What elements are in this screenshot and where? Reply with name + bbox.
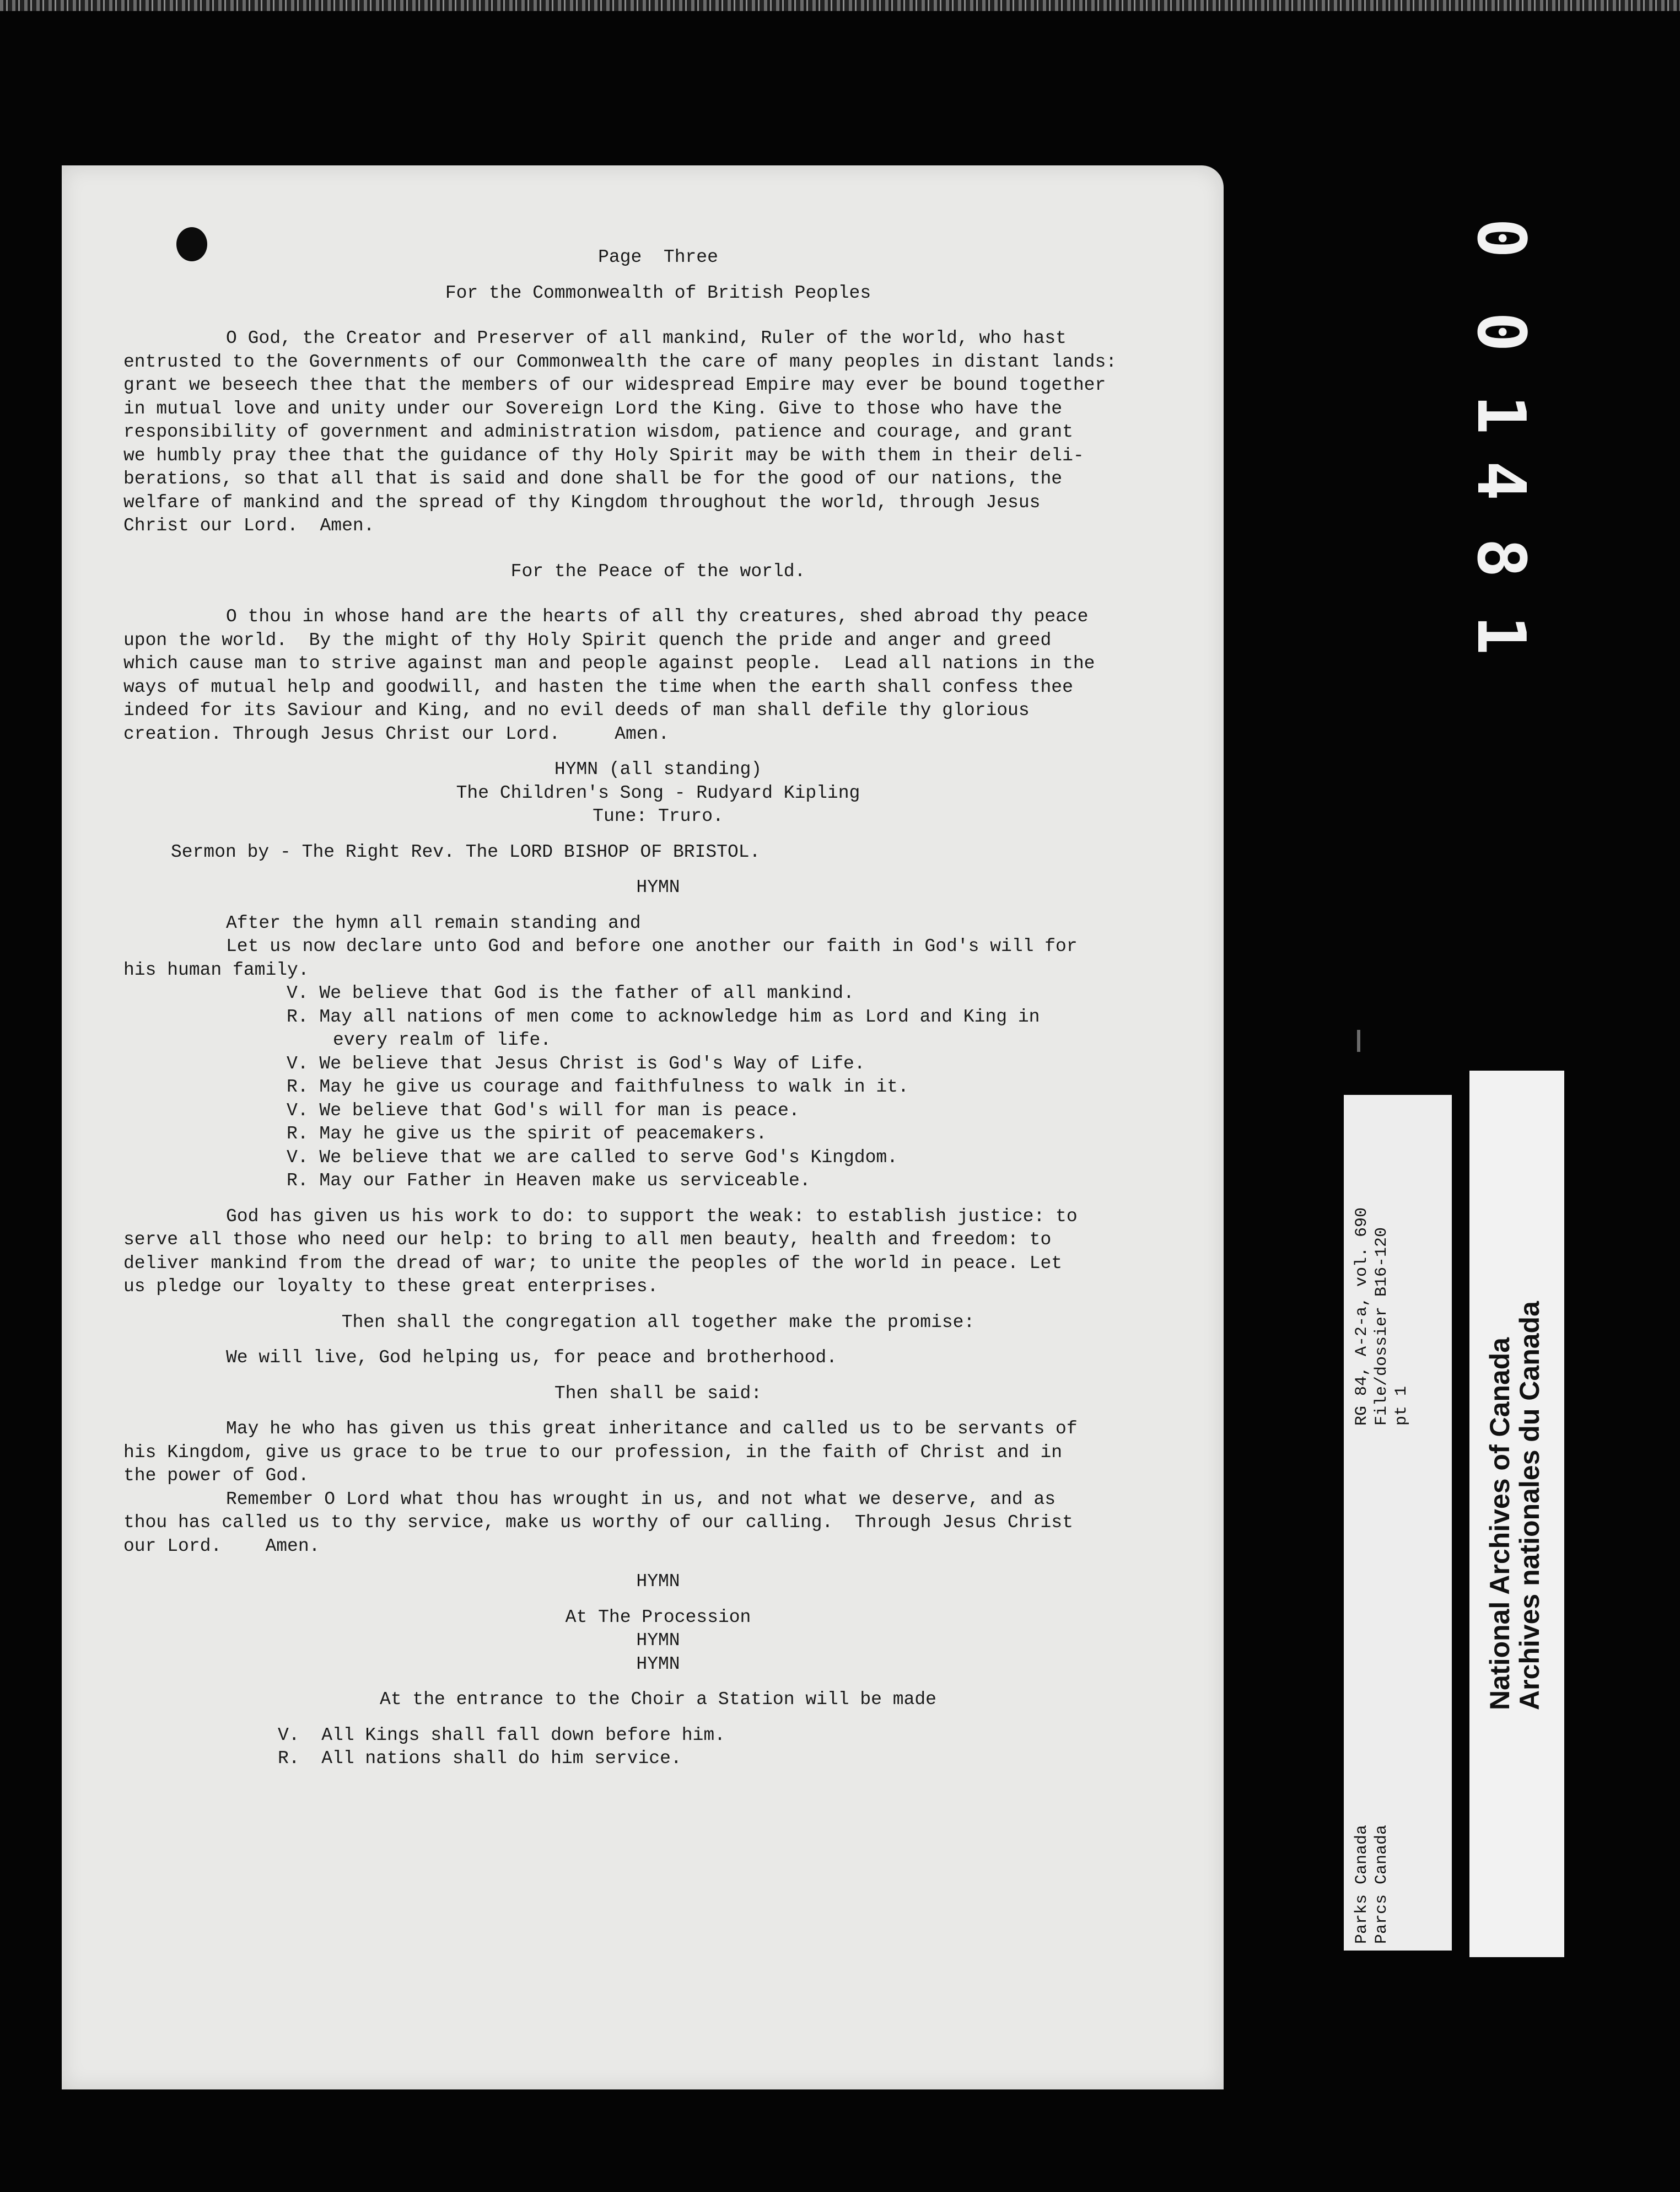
film-mark [1357, 1030, 1360, 1052]
hymn-title: The Children's Song - Rudyard Kipling [456, 782, 860, 803]
entrance-line: At the entrance to the Choir a Station will be made [380, 1689, 936, 1710]
response-line: R. All nations shall do him service. [278, 1748, 682, 1769]
paragraph-line: O thou in whose hand are the hearts of all thy creatures, shed abroad thy peace [226, 606, 1089, 627]
nac-line: Archives nationales du Canada [1514, 1301, 1545, 1710]
frame-number [1462, 205, 1539, 778]
paragraph-line: we humbly pray thee that the guidance of thy Holy Spirit may be with them in their deli- [123, 445, 1084, 466]
paragraph-line: creation. Through Jesus Christ our Lord. Amen. [123, 723, 670, 744]
response-line: R. May all nations of men come to acknowledge him as Lord and King in [287, 1006, 1040, 1027]
sermon-line: Sermon by - The Right Rev. The LORD BISHOP OF BRISTOL. [171, 841, 761, 862]
frame-digit: 1 [1462, 394, 1539, 435]
hymn-tune: Tune: Truro. [593, 806, 724, 826]
paragraph-line: the power of God. [123, 1465, 309, 1486]
paragraph-line: thou has called us to thy service, make us worthy of our calling. Through Jesus Christ [123, 1512, 1073, 1533]
frame-digit: 1 [1462, 615, 1539, 656]
hymn-label: HYMN [636, 1630, 680, 1651]
paragraph-line: serve all those who need our help: to bring to all men beauty, health and freedom: to [123, 1229, 1052, 1250]
paragraph-line: Remember O Lord what thou has wrought in us, and not what we deserve, and as [226, 1489, 1056, 1509]
film-edge-strip [0, 0, 1680, 11]
nac-line: National Archives of Canada [1484, 1337, 1515, 1710]
response-line: V. All Kings shall fall down before him. [278, 1724, 725, 1745]
reference-line: RG 84, A-2-a, vol. 690 [1353, 1207, 1371, 1426]
paragraph-line: deliver mankind from the dread of war; to unite the peoples of the world in peace. Let [123, 1253, 1063, 1274]
paragraph-line: his human family. [123, 959, 309, 980]
frame-digit: 4 [1462, 460, 1539, 501]
response-line: V. We believe that God's will for man is peace. [287, 1100, 800, 1121]
parks-canada-line: Parcs Canada [1372, 1824, 1391, 1944]
paragraph-line: O God, the Creator and Preserver of all mankind, Ruler of the world, who hast [226, 328, 1067, 348]
paragraph-line: us pledge our loyalty to these great enterprises. [123, 1276, 659, 1297]
then-said-line: Then shall be said: [554, 1383, 762, 1404]
paragraph-line: God has given us his work to do: to support the weak: to establish justice: to [226, 1206, 1078, 1227]
response-line: V. We believe that Jesus Christ is God's Way of Life. [287, 1053, 865, 1074]
national-archives-label [1469, 1071, 1564, 1957]
hymn-label: HYMN [636, 877, 680, 898]
page-heading: Page Three [598, 247, 718, 267]
paragraph-line: his Kingdom, give us grace to be true to our profession, in the faith of Christ and in [123, 1442, 1063, 1463]
paragraph-line: ways of mutual help and goodwill, and hasten the time when the earth shall confess thee [123, 676, 1073, 697]
paragraph-line: Let us now declare unto God and before one another our faith in God's will for [226, 936, 1078, 957]
document-page [62, 165, 1224, 2089]
response-line: R. May our Father in Heaven make us serviceable. [287, 1170, 811, 1191]
frame-digit: 0 [1462, 311, 1539, 352]
paragraph-line: entrusted to the Governments of our Commonwealth the care of many peoples in distant lands: [123, 351, 1117, 372]
promise-line: We will live, God helping us, for peace and brotherhood. [226, 1347, 837, 1368]
paragraph-line: May he who has given us this great inheritance and called us to be servants of [226, 1419, 1078, 1439]
congregation-line: Then shall the congregation all together make the promise: [341, 1312, 975, 1333]
section-title: For the Commonwealth of British Peoples [445, 282, 871, 303]
frame-digit: 0 [1462, 218, 1539, 259]
paragraph-line: responsibility of government and administration wisdom, patience and courage, and grant [123, 422, 1073, 442]
paragraph-line: upon the world. By the might of thy Holy Spirit quench the pride and anger and greed [123, 630, 1052, 651]
paragraph-line: grant we beseech thee that the members of our widespread Empire may ever be bound together [123, 375, 1106, 395]
hymn-heading: HYMN (all standing) [554, 759, 762, 780]
paragraph-line: Christ our Lord. Amen. [123, 515, 375, 536]
hymn-label: HYMN [636, 1653, 680, 1674]
response-line: R. May he give us the spirit of peacemakers. [287, 1124, 767, 1144]
response-line: V. We believe that we are called to serve God's Kingdom. [287, 1147, 898, 1168]
paragraph-line: welfare of mankind and the spread of thy Kingdom throughout the world, through Jesus [123, 492, 1041, 513]
response-line: every realm of life. [333, 1030, 552, 1050]
response-line: V. We believe that God is the father of all mankind. [287, 983, 854, 1003]
paragraph-line: in mutual love and unity under our Sovereign Lord the King. Give to those who have the [123, 398, 1063, 419]
parks-canada-line: Parks Canada [1353, 1824, 1371, 1944]
section-title: For the Peace of the world. [510, 561, 806, 582]
hymn-label: HYMN [636, 1571, 680, 1592]
archive-reference-label [1344, 1095, 1452, 1951]
paragraph-line: our Lord. Amen. [123, 1535, 320, 1556]
instruction-line: After the hymn all remain standing and [226, 912, 641, 933]
paragraph-line: which cause man to strive against man and people against people. Lead all nations in the [123, 653, 1095, 674]
paragraph-line: indeed for its Saviour and King, and no evil deeds of man shall defile thy glorious [123, 700, 1030, 721]
document-text [123, 246, 1193, 1771]
response-line: R. May he give us courage and faithfulness to walk in it. [287, 1077, 909, 1097]
reference-line: File/dossier B16-120 [1372, 1227, 1391, 1426]
frame-digit: 8 [1462, 538, 1539, 578]
reference-line: pt 1 [1392, 1385, 1411, 1426]
paragraph-line: berations, so that all that is said and done shall be for the good of our nations, the [123, 469, 1063, 489]
procession-heading: At The Procession [565, 1607, 751, 1627]
